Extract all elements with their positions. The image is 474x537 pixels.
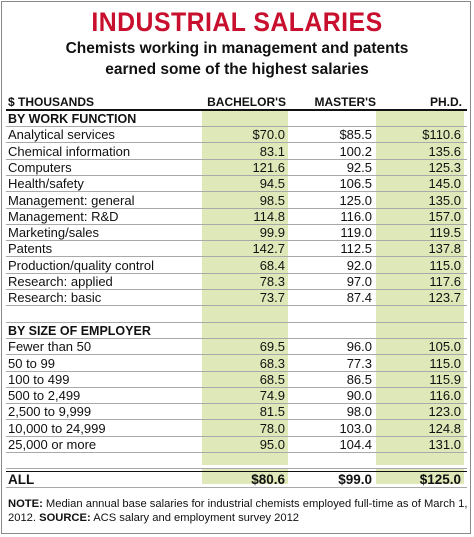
table-row [6, 437, 467, 453]
phd-value: 105.0 [428, 339, 461, 355]
table-row [6, 290, 467, 306]
bachelors-value: 121.6 [252, 159, 285, 175]
bachelors-value: 99.9 [259, 225, 285, 241]
masters-value: 92.5 [346, 159, 372, 175]
masters-value: $85.5 [339, 127, 372, 143]
bachelors-value: 81.5 [259, 404, 285, 420]
phd-value: 131.0 [428, 437, 461, 452]
header-phd: PH.D. [429, 95, 462, 109]
subtitle-line-1: Chemists working in management and patents [65, 40, 409, 57]
masters-value: 104.4 [339, 437, 372, 452]
masters-value: 87.4 [346, 290, 372, 306]
table-row [6, 127, 467, 143]
spacer-row [6, 453, 467, 469]
row-label: Chemical information [8, 143, 131, 159]
bachelors-value: 94.5 [259, 176, 285, 192]
phd-value: 125.3 [428, 159, 461, 175]
table-row [6, 339, 467, 355]
masters-value: 116.0 [340, 208, 372, 224]
bachelors-value: 68.3 [259, 355, 285, 371]
section-heading: BY WORK FUNCTION [8, 112, 137, 126]
phd-value: 137.8 [428, 241, 461, 257]
table-row [6, 144, 467, 160]
bachelors-value: $70.0 [252, 127, 285, 143]
bachelors-value: 142.7 [252, 241, 285, 257]
row-label: Patents [8, 241, 53, 257]
table-row [6, 209, 467, 225]
header-bachelors: BACHELOR'S [207, 95, 286, 109]
table-row [6, 274, 467, 290]
note-text: Median annual base salaries for industrial chemists employed full-time as of March 1, 2012. [8, 498, 468, 524]
bachelors-value: 69.5 [259, 339, 285, 355]
header-masters: MASTER'S [314, 95, 376, 109]
bachelors-value: $80.6 [251, 471, 285, 487]
source-label: SOURCE: [39, 512, 91, 524]
table-row [6, 193, 467, 209]
table-row [6, 241, 467, 257]
masters-value: 97.0 [346, 274, 372, 289]
footnote [8, 497, 468, 525]
bachelors-value: 114.8 [253, 208, 285, 224]
phd-value: 123.7 [428, 290, 461, 306]
table-row [6, 372, 467, 388]
row-label: 25,000 or more [8, 437, 97, 452]
phd-value: 135.0 [428, 192, 461, 208]
subtitle-line-2: earned some of the highest salaries [105, 61, 369, 78]
phd-value: 115.0 [429, 355, 461, 371]
section-heading-row [6, 323, 467, 339]
bachelors-value: 98.5 [259, 192, 285, 208]
bachelors-value: 83.1 [259, 143, 285, 159]
bachelors-value: 78.3 [259, 274, 285, 289]
phd-value: 123.0 [428, 404, 461, 420]
bachelors-value: 68.4 [259, 257, 285, 273]
masters-value: 86.5 [346, 371, 372, 387]
masters-value: 119.0 [340, 225, 372, 241]
phd-value: 116.0 [429, 388, 461, 404]
header-units: $ THOUSANDS [8, 95, 95, 109]
table-row [6, 258, 467, 274]
row-label: Fewer than 50 [8, 339, 92, 355]
row-label: Management: R&D [8, 208, 119, 224]
row-label: 100 to 499 [8, 371, 70, 387]
bachelors-value: 74.9 [259, 388, 285, 404]
masters-value: 90.0 [346, 388, 372, 404]
table-row [6, 421, 467, 437]
page-title: INDUSTRIAL SALARIES [91, 7, 383, 37]
row-label: Marketing/sales [8, 225, 100, 241]
masters-value: 92.0 [346, 257, 372, 273]
row-label: 10,000 to 24,999 [8, 420, 106, 436]
masters-value: 125.0 [339, 192, 372, 208]
note-label: NOTE: [8, 498, 43, 510]
table-row [6, 225, 467, 241]
phd-value: 117.6 [429, 274, 461, 289]
phd-value: 124.8 [428, 420, 461, 436]
masters-value: 96.0 [346, 339, 372, 355]
bachelors-value: 78.0 [259, 420, 285, 436]
bachelors-value: 95.0 [259, 437, 285, 452]
row-label: 500 to 2,499 [8, 388, 81, 404]
phd-value: 145.0 [428, 176, 461, 192]
phd-value: 115.9 [429, 371, 461, 387]
row-label: Computers [8, 159, 72, 175]
masters-value: $99.0 [338, 471, 372, 487]
masters-value: 98.0 [346, 404, 372, 420]
row-label: Research: basic [8, 290, 102, 306]
row-label: 50 to 99 [8, 355, 55, 371]
row-label: 2,500 to 9,999 [8, 404, 92, 420]
section-heading: BY SIZE OF EMPLOYER [8, 323, 151, 338]
phd-value: 135.6 [428, 143, 461, 159]
table-row [6, 176, 467, 192]
phd-value: $110.6 [422, 127, 461, 143]
row-label: ALL [8, 471, 35, 487]
spacer-row [6, 307, 467, 323]
page-subtitle [0, 38, 474, 80]
source-text: ACS salary and employment survey 2012 [90, 512, 300, 524]
phd-value: 119.5 [429, 225, 461, 241]
table-row [6, 472, 467, 488]
bachelors-value: 73.7 [259, 290, 285, 306]
masters-value: 100.2 [339, 143, 372, 159]
bachelors-value: 68.5 [259, 371, 285, 387]
row-label: Analytical services [8, 127, 115, 143]
table-row [6, 388, 467, 404]
phd-value: $125.0 [419, 471, 461, 487]
row-label: Research: applied [8, 274, 113, 289]
section-heading-row [6, 111, 467, 127]
row-label: Health/safety [8, 176, 84, 192]
row-label: Production/quality control [8, 257, 154, 273]
masters-value: 103.0 [339, 420, 372, 436]
row-label: Management: general [8, 192, 135, 208]
table-row [6, 356, 467, 372]
phd-value: 115.0 [429, 257, 461, 273]
phd-value: 157.0 [428, 208, 461, 224]
table-row [6, 160, 467, 176]
table-row [6, 404, 467, 420]
masters-value: 77.3 [346, 355, 372, 371]
masters-value: 112.5 [340, 241, 372, 257]
masters-value: 106.5 [339, 176, 372, 192]
